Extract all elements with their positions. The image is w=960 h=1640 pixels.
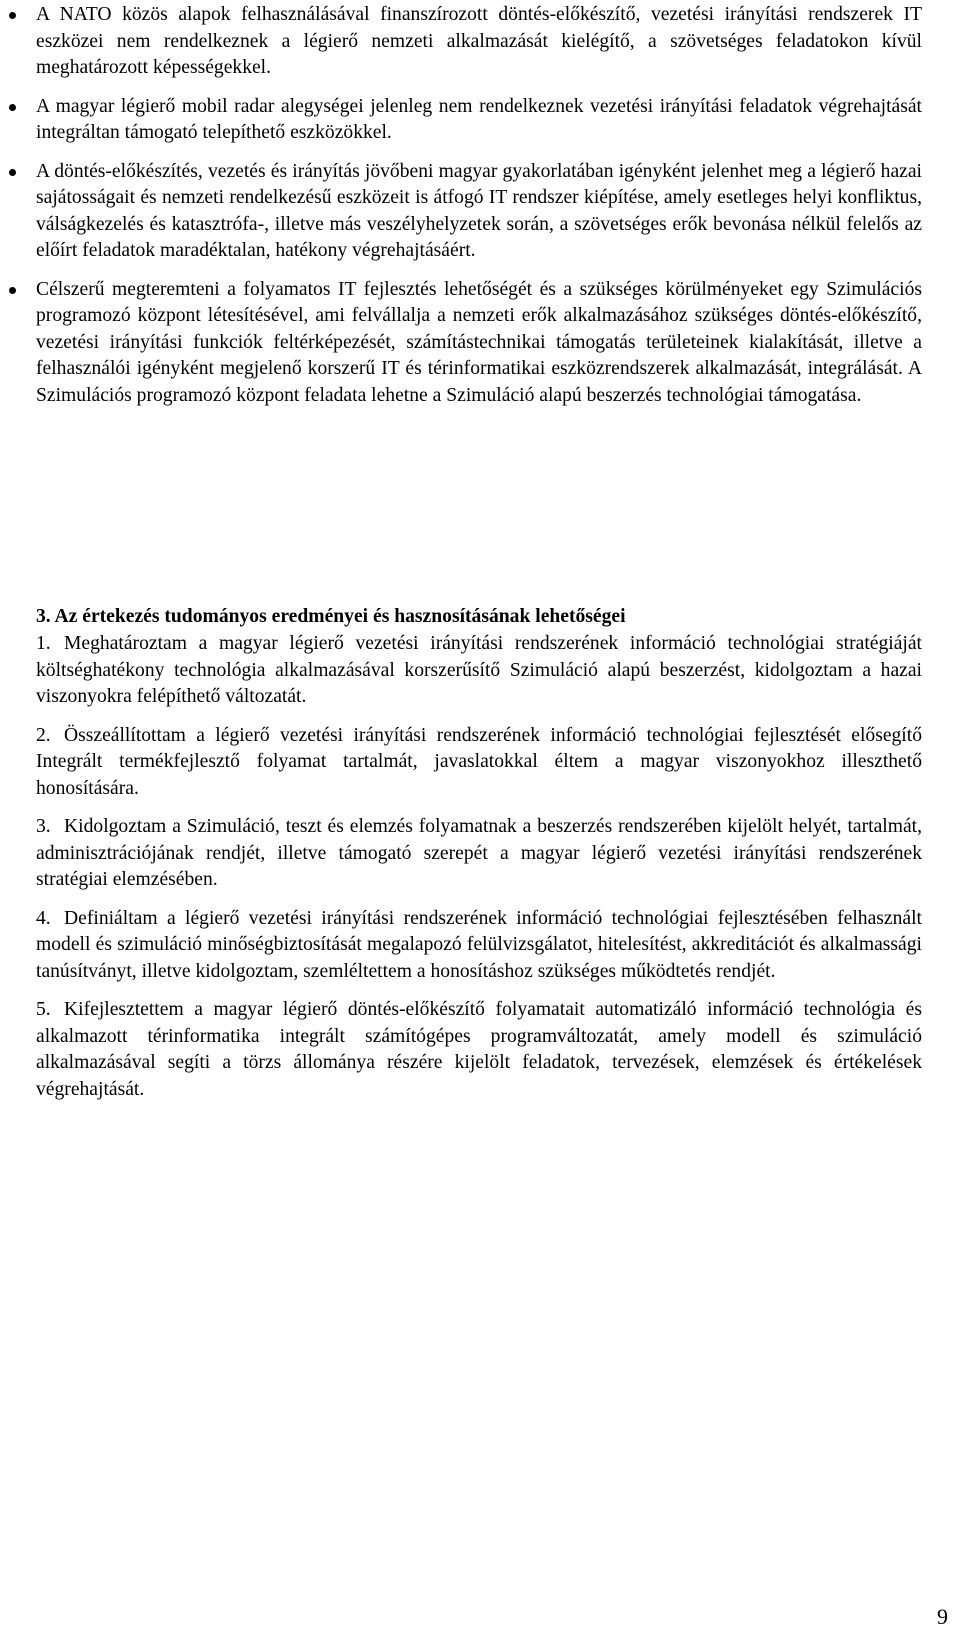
result-text: Definiáltam a légierő vezetési irányítási rendszerének információ technológiai fejlesztésében felhasznált modell és szimuláció minőségbiztosítását megalapozó felülvizsgálatot, hitelesítést, akkreditációt és alkalmassági tanúsítványt, illetve kidolgoztam, szemléltettem a honosításhoz szükséges működtetés rendjét. [36, 907, 922, 982]
result-text: Kidolgoztam a Szimuláció, teszt és elemzés folyamatnak a beszerzés rendszerében kijelölt helyét, tartalmát, adminisztrációjának rendjét, illetve támogató szerepét a magyar légierő vezetési irányítási rendszerének stratégiai elemzésében. [36, 816, 922, 890]
result-number: 4. [36, 907, 51, 929]
result-text: Kifejlesztettem a magyar légierő döntés-előkészítő folyamatait automatizáló információ technológia és alkalmazott térinformatika integrált számítógépes programváltozatát, amely modell és szimuláció alkalmazásával segíti a törzs állománya részére kijelölt feladatok, tervezések, elemzések és értékelések végrehajtását. [36, 999, 922, 1100]
result-item [0, 906, 960, 986]
result-item [0, 997, 960, 1103]
results-list [0, 631, 960, 1115]
result-number: 2. [36, 724, 51, 746]
bullet-dot-icon [9, 12, 16, 19]
bullet-item [0, 2, 960, 82]
result-number: 3. [36, 816, 51, 837]
result-number: 1. [36, 633, 51, 654]
section-heading: 3. Az értekezés tudományos eredményei és hasznosításának lehetőségei [36, 606, 626, 627]
bullet-list [0, 0, 960, 421]
bullet-text: A magyar légierő mobil radar alegységei jelenleg nem rendelkeznek vezetési irányítási feladatok végrehajtását integráltan támogató telepíthető eszközökkel. [36, 95, 922, 143]
result-item [0, 814, 960, 894]
result-text: Meghatároztam a magyar légierő vezetési irányítási rendszerének információ technológiai stratégiáját költséghatékony technológia alkalmazásával korszerűsítő Szimuláció alapú beszerzést, kidolgoztam a hazai viszonyokra felépíthető változatát. [36, 633, 922, 707]
bullet-dot-icon [9, 169, 16, 176]
bullet-item [0, 94, 960, 147]
bullet-item [0, 159, 960, 265]
result-number: 5. [36, 999, 51, 1020]
page-number: 9 [937, 1604, 948, 1629]
bullet-item [0, 277, 960, 410]
bullet-dot-icon [9, 287, 16, 294]
bullet-dot-icon [9, 104, 16, 111]
bullet-text: Célszerű megteremteni a folyamatos IT fejlesztés lehetőségét és a szükséges körülményeket egy Szimulációs programozó központ létesítésével, ami felvállalja a nemzeti erők alkalmazásához szükséges döntés-előkészítő, vezetési irányítási funkciók feltérképezését, számítástechnikai támogatás területeinek kialakítását, illetve a felhasználói igényként megjelenő korszerű IT és térinformatikai eszközrendszerek alkalmazását, integrálását. A Szimulációs programozó központ feladata lehetne a Szimuláció alapú beszerzés technológiai támogatása. [36, 278, 922, 406]
result-item [0, 631, 960, 711]
bullet-text: A döntés-előkészítés, vezetés és irányítás jövőbeni magyar gyakorlatában igényként jelenhet meg a légierő hazai sajátosságait és nemzeti rendelkezésű eszközeit is átfogó IT rendszer kiépítése, amely esetleges helyi konfliktus, válságkezelés és katasztrófa-, illetve más veszélyhelyzetek során, a szövetséges erők bevonása nélkül felelős az előírt feladatok maradéktalan, hatékony végrehajtásáért. [36, 160, 922, 261]
result-item [0, 723, 960, 803]
result-text: Összeállítottam a légierő vezetési irányítási rendszerének információ technológiai fejlesztését elősegítő Integrált termékfejlesztő folyamat tartalmát, javaslatokkal éltem a magyar viszonyokhoz illeszthető honosítására. [36, 724, 922, 799]
bullet-text: A NATO közös alapok felhasználásával finanszírozott döntés-előkészítő, vezetési irányítási rendszerek IT eszközei nem rendelkeznek a légierő nemzeti alkalmazását kielégítő, a szövetséges feladatokon kívül meghatározott képességekkel. [36, 4, 922, 78]
